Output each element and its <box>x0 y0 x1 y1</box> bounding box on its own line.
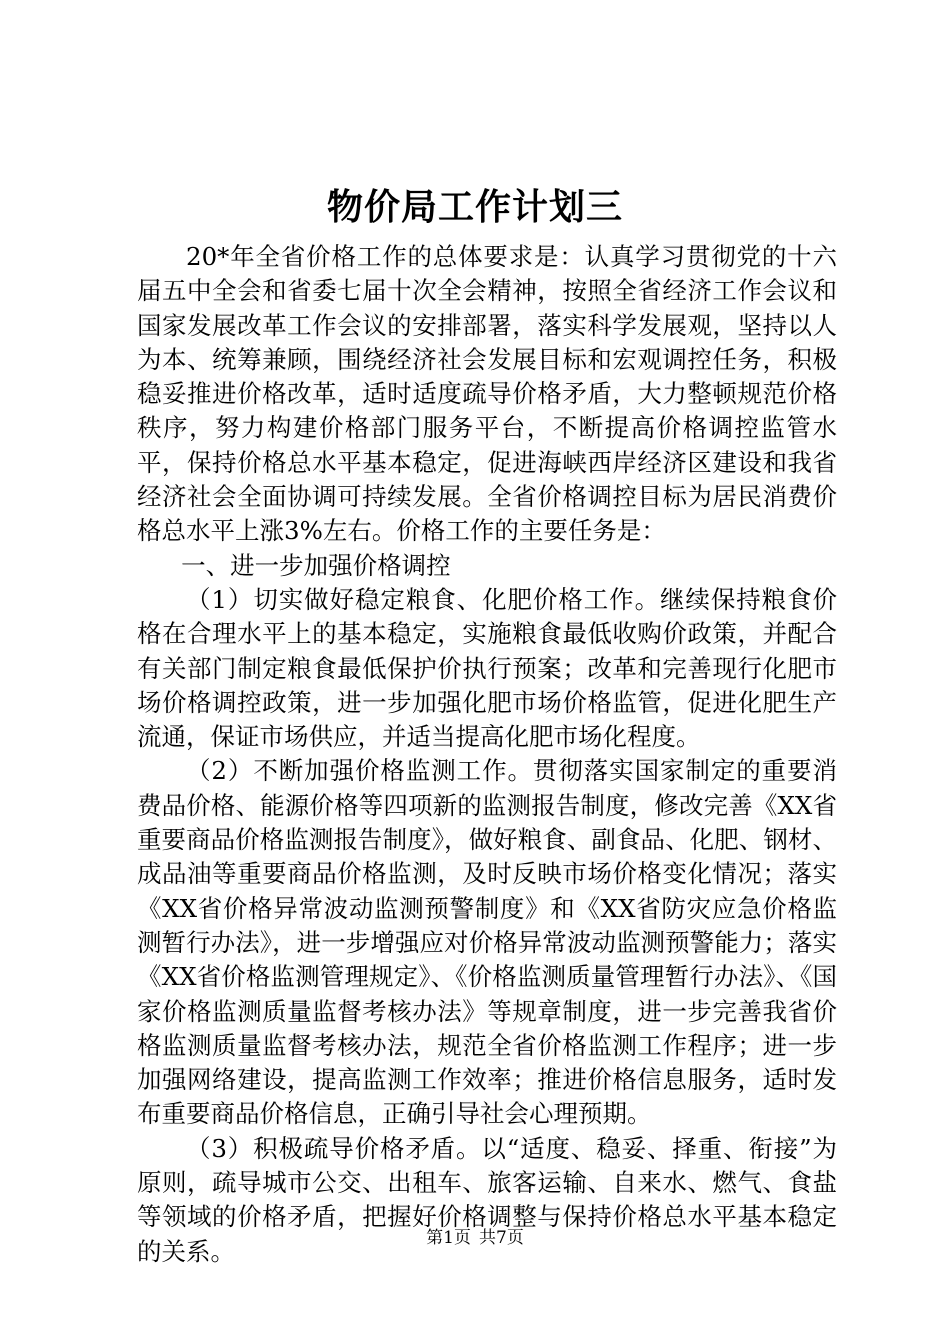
page-total: 共7页 <box>479 1228 524 1248</box>
paragraph-item-2: （2）不断加强价格监测工作。贯彻落实国家制定的重要消费品价格、能源价格等四项新的监测报告制度，修改完善《XX省重要商品价格监测报告制度》，做好粮食、副食品、化肥、钢材、成品油等重要商品价格监测，及时反映市场价格变化情况；落实《XX省价格异常波动监测预警制度》和《XX省防灾应急价格监测暂行办法》，进一步增强应对价格异常波动监测预警能力；落实《XX省价格监测管理规定》、《价格监测质量管理暂行办法》、《国家价格监测质量监督考核办法》等规章制度，进一步完善我省价格监测质量监督考核办法，规范全省价格监测工作程序；进一步加强网络建设，提高监测工作效率；推进价格信息服务，适时发布重要商品价格信息，正确引导社会心理预期。 <box>137 756 837 1129</box>
page-number: 第1页 <box>426 1228 471 1248</box>
paragraph-item-1: （1）切实做好稳定粮食、化肥价格工作。继续保持粮食价格在合理水平上的基本稳定，实施粮食最低收购价政策，并配合有关部门制定粮食最低保护价执行预案；改革和完善现行化肥市场价格调控政策，进一步加强化肥市场价格监管，促进化肥生产流通，保证市场供应，并适当提高化肥市场化程度。 <box>137 584 837 752</box>
paragraph-item-3: （3）积极疏导价格矛盾。以“适度、稳妥、择重、衔接”为原则，疏导城市公交、出租车、旅客运输、自来水、燃气、食盐等领域的价格矛盾，把握好价格调整与保持价格总水平基本稳定的关系。 <box>137 1133 837 1266</box>
section-heading: 一、进一步加强价格调控 <box>181 550 451 580</box>
page-footer <box>0 1226 950 1250</box>
document-body <box>137 240 837 1269</box>
paragraph-intro: 20*年全省价格工作的总体要求是：认真学习贯彻党的十六届五中全会和省委七届十次全会精神，按照全省经济工作会议和国家发展改革工作会议的安排部署，落实科学发展观，坚持以人为本、统筹兼顾，围绕经济社会发展目标和宏观调控任务，积极稳妥推进价格改革，适时适度疏导价格矛盾，大力整顿规范价格秩序，努力构建价格部门服务平台，不断提高价格调控监管水平，保持价格总水平基本稳定，促进海峡西岸经济区建设和我省经济社会全面协调可持续发展。全省价格调控目标为居民消费价格总水平上涨3%左右。价格工作的主要任务是： <box>137 242 837 546</box>
document-title: 物价局工作计划三 <box>326 186 623 228</box>
